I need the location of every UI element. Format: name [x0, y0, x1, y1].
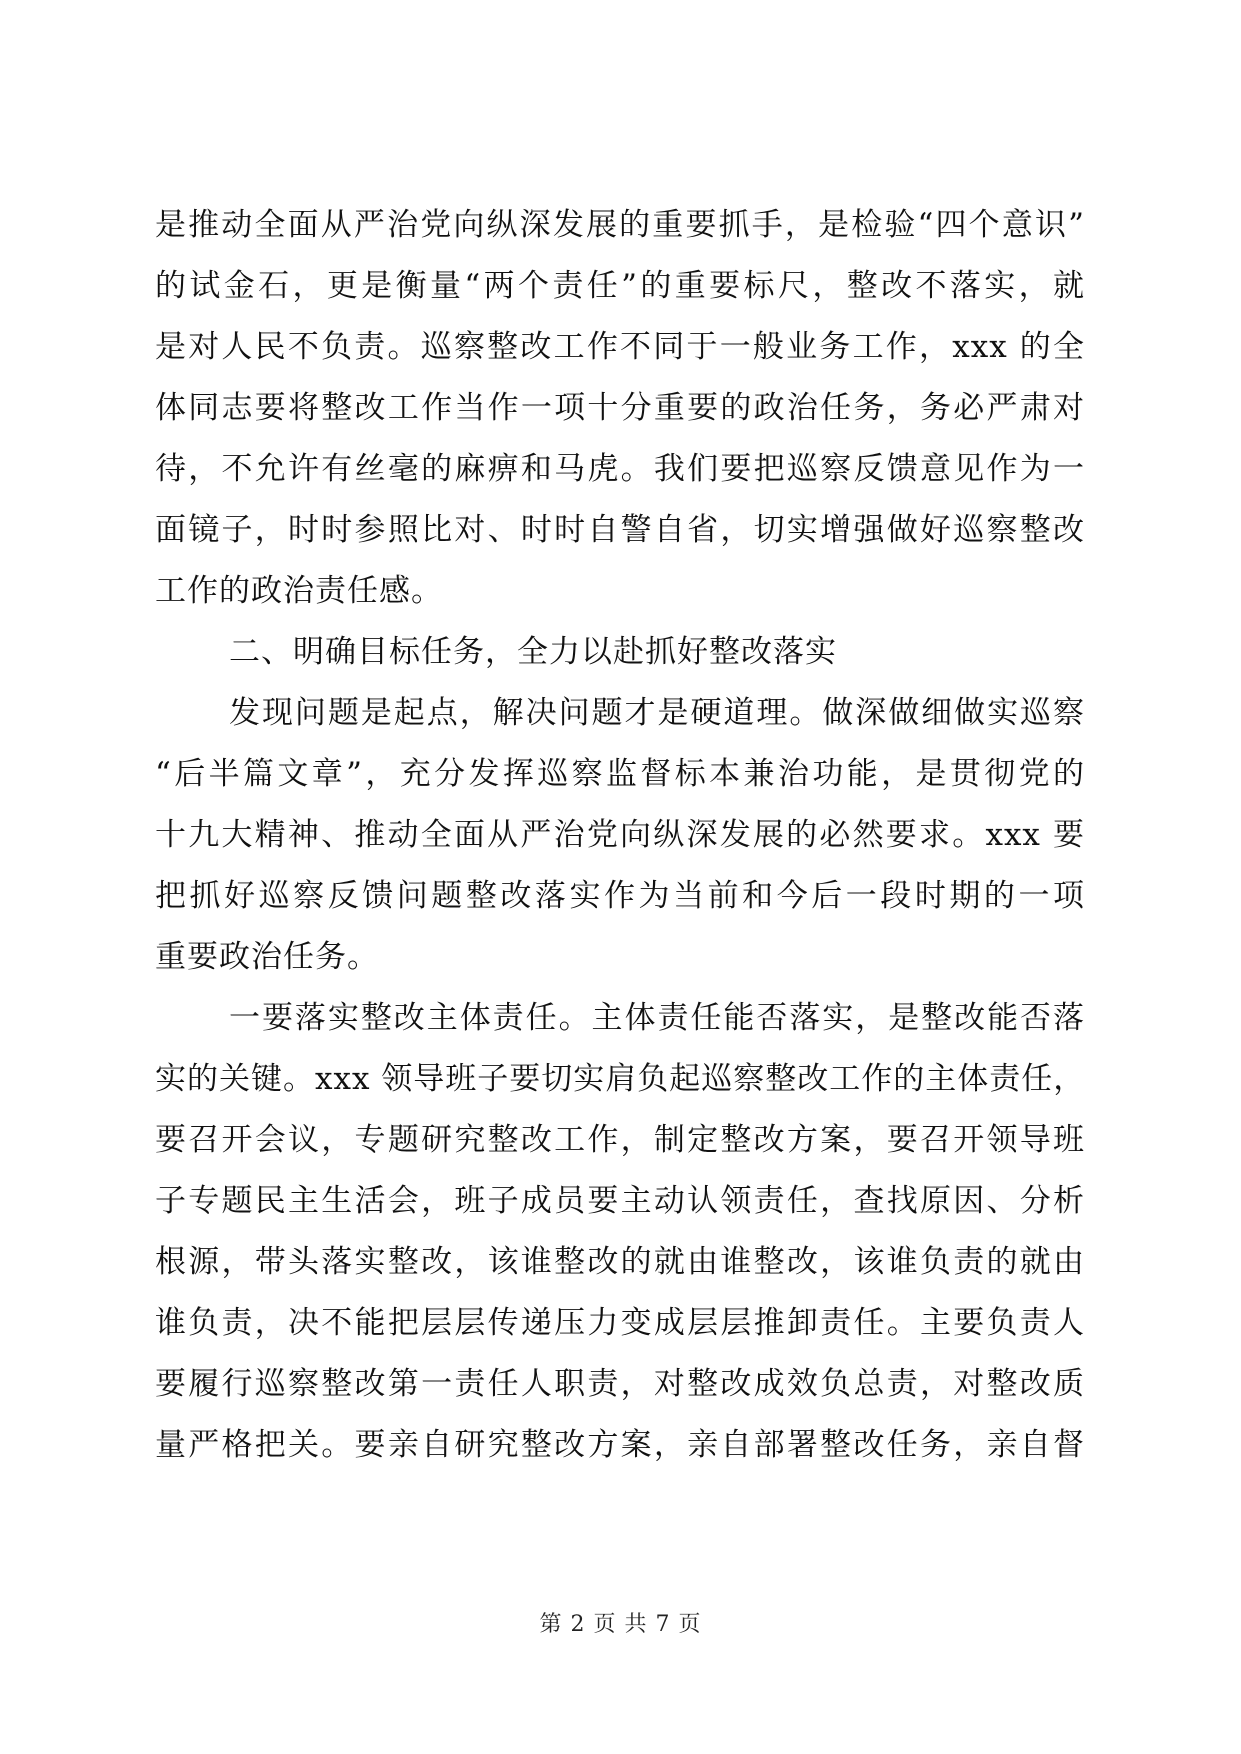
text-line: “后半篇文章”，充分发挥巡察监督标本兼治功能，是贯彻党的 — [155, 756, 1085, 792]
text-line: 要召开会议，专题研究整改工作，制定整改方案，要召开领导班 — [155, 1122, 1085, 1158]
text-line: 实的关键。xxx 领导班子要切实肩负起巡察整改工作的主体责任， — [155, 1061, 1086, 1097]
text-line: 重要政治任务。 — [155, 939, 379, 975]
text-line: 根源，带头落实整改，该谁整改的就由谁整改，该谁负责的就由 — [155, 1244, 1085, 1280]
text-line: 是推动全面从严治党向纵深发展的重要抓手，是检验“四个意识” — [155, 207, 1085, 243]
text-line: 的试金石，更是衡量“两个责任”的重要标尺，整改不落实，就 — [155, 268, 1085, 304]
text-line: 面镜子，时时参照比对、时时自警自省，切实增强做好巡察整改 — [155, 512, 1085, 548]
text-line: 子专题民主生活会，班子成员要主动认领责任，查找原因、分析 — [155, 1183, 1085, 1219]
text-line: 体同志要将整改工作当作一项十分重要的政治任务，务必严肃对 — [155, 390, 1085, 426]
paragraph-first-line: 一要落实整改主体责任。主体责任能否落实，是整改能否落 — [229, 1000, 1085, 1036]
text-line: 量严格把关。要亲自研究整改方案，亲自部署整改任务，亲自督 — [155, 1427, 1085, 1463]
text-line: 待，不允许有丝毫的麻痹和马虎。我们要把巡察反馈意见作为一 — [155, 451, 1085, 487]
text-line: 十九大精神、推动全面从严治党向纵深发展的必然要求。xxx 要 — [155, 817, 1085, 853]
paragraph-first-line: 发现问题是起点，解决问题才是硬道理。做深做细做实巡察 — [229, 695, 1085, 731]
text-line: 把抓好巡察反馈问题整改落实作为当前和今后一段时期的一项 — [155, 878, 1085, 914]
text-line: 是对人民不负责。巡察整改工作不同于一般业务工作，xxx 的全 — [155, 329, 1085, 365]
text-line: 要履行巡察整改第一责任人职责，对整改成效负总责，对整改质 — [155, 1366, 1085, 1402]
section-heading: 二、明确目标任务，全力以赴抓好整改落实 — [229, 634, 837, 670]
text-line: 谁负责，决不能把层层传递压力变成层层推卸责任。主要负责人 — [155, 1305, 1085, 1341]
text-line: 工作的政治责任感。 — [155, 573, 443, 609]
page-number-footer: 第 2 页 共 7 页 — [539, 1612, 702, 1637]
